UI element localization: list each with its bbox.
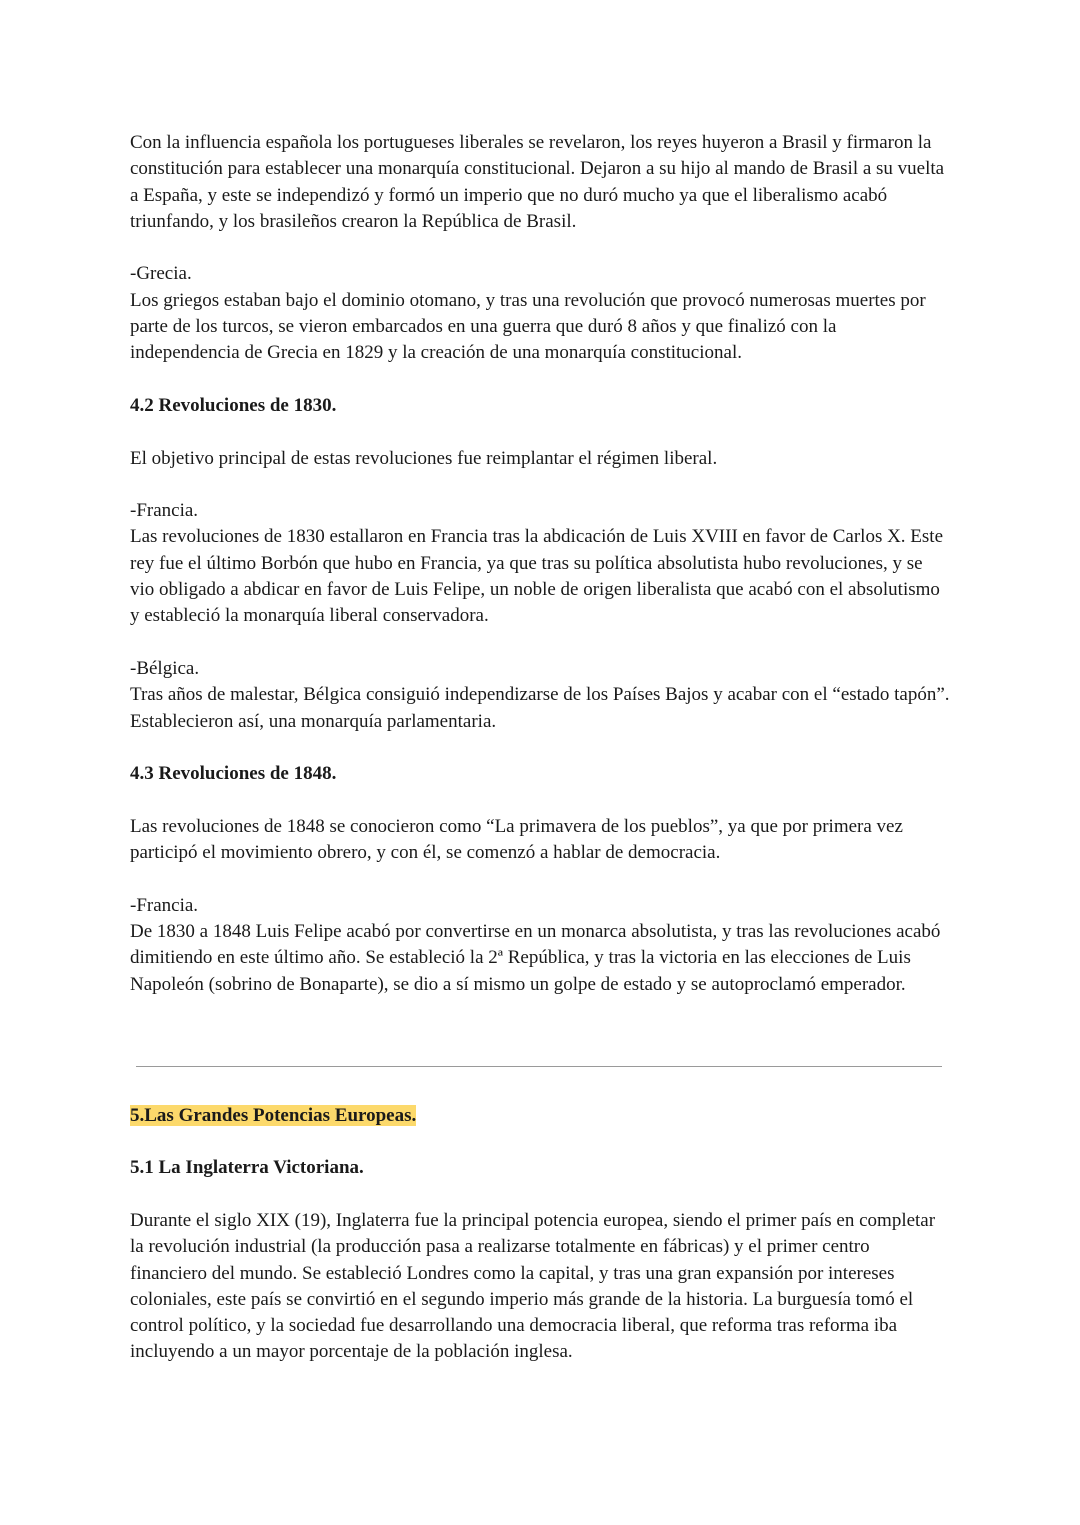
belgica-paragraph: Tras años de malestar, Bélgica consiguió independizarse de los Países Bajos y acabar con el “estado tapón”. Establecieron así, una monarquía parlamentaria.: [130, 684, 950, 732]
section-4-3-heading: 4.3 Revoluciones de 1848.: [130, 763, 337, 785]
section-4-2-heading: 4.2 Revoluciones de 1830.: [130, 394, 337, 416]
spacer: [130, 998, 950, 1066]
spacer: [130, 787, 950, 813]
spacer: [130, 472, 950, 498]
document-page: [130, 130, 950, 1366]
spacer: [130, 1182, 950, 1208]
spacer: [130, 1129, 950, 1155]
spacer: [130, 735, 950, 761]
grecia-paragraph: Los griegos estaban bajo el dominio otomano, y tras una revolución que provocó numerosas muertes por parte de los turcos, se vieron embarcados en una guerra que duró 8 años y que finalizó con la independencia de Grecia en 1829 y la creación de una monarquía constitucional.: [130, 289, 926, 364]
spacer: [130, 367, 950, 393]
spacer: [130, 630, 950, 656]
spacer: [130, 866, 950, 892]
francia-1848-paragraph: De 1830 a 1848 Luis Felipe acabó por convertirse en un monarca absolutista, y tras las revoluciones acabó dimitiendo en este último año. Se estableció la 2ª República, y tras la victoria en las elecciones de Luis Napoleón (sobrino de Bonaparte), se dio a sí mismo un golpe de estado y se autoproclamó emperador.: [130, 920, 941, 995]
section-5-heading: 5.Las Grandes Potencias Europeas.: [130, 1104, 417, 1126]
spacer: [130, 1067, 950, 1103]
section-5-1-paragraph: Durante el siglo XIX (19), Inglaterra fue la principal potencia europea, siendo el primer país en completar la revolución industrial (la producción pasa a realizarse totalmente en fábricas) y el primer centro financiero del mundo. Se estableció Londres como la capital, y tras una gran expansión por intereses coloniales, este país se convirtió en el segundo imperio más grande de la historia. La burguesía tomó el control político, y la sociedad fue desarrollando una democracia liberal, que reforma tras reforma iba incluyendo a un mayor porcentaje de la población inglesa.: [130, 1209, 936, 1363]
francia-1830-title: -Francia.: [130, 500, 199, 522]
section-4-2-intro: El objetivo principal de estas revoluciones fue reimplantar el régimen liberal.: [130, 447, 718, 469]
section-5-1-heading: 5.1 La Inglaterra Victoriana.: [130, 1157, 364, 1179]
francia-1830-paragraph: Las revoluciones de 1830 estallaron en Francia tras la abdicación de Luis XVIII en favor de Carlos X. Este rey fue el último Borbón que hubo en Francia, ya que tras su política absolutista hubo revoluciones, y se vio obligado a abdicar en favor de Luis Felipe, un noble de origen liberalista que acabó con el absolutismo y estableció la monarquía liberal conservadora.: [130, 526, 944, 627]
grecia-title: -Grecia.: [130, 263, 192, 285]
portugal-paragraph: Con la influencia española los portugueses liberales se revelaron, los reyes huyeron a Brasil y firmaron la constitución para establecer una monarquía constitucional. Dejaron a su hijo al mando de Brasil a su vuelta a España, y este se independizó y formó un imperio que no duró mucho ya que el liberalismo acabó triunfando, y los brasileños crearon la República de Brasil.: [130, 132, 945, 232]
belgica-title: -Bélgica.: [130, 657, 200, 679]
section-5-heading-wrapper: [130, 1103, 950, 1129]
section-4-3-intro: Las revoluciones de 1848 se conocieron como “La primavera de los pueblos”, ya que por primera vez participó el movimiento obrero, y con él, se comenzó a hablar de democracia.: [130, 815, 903, 864]
spacer: [130, 419, 950, 445]
spacer: [130, 235, 950, 261]
francia-1848-title: -Francia.: [130, 894, 199, 916]
